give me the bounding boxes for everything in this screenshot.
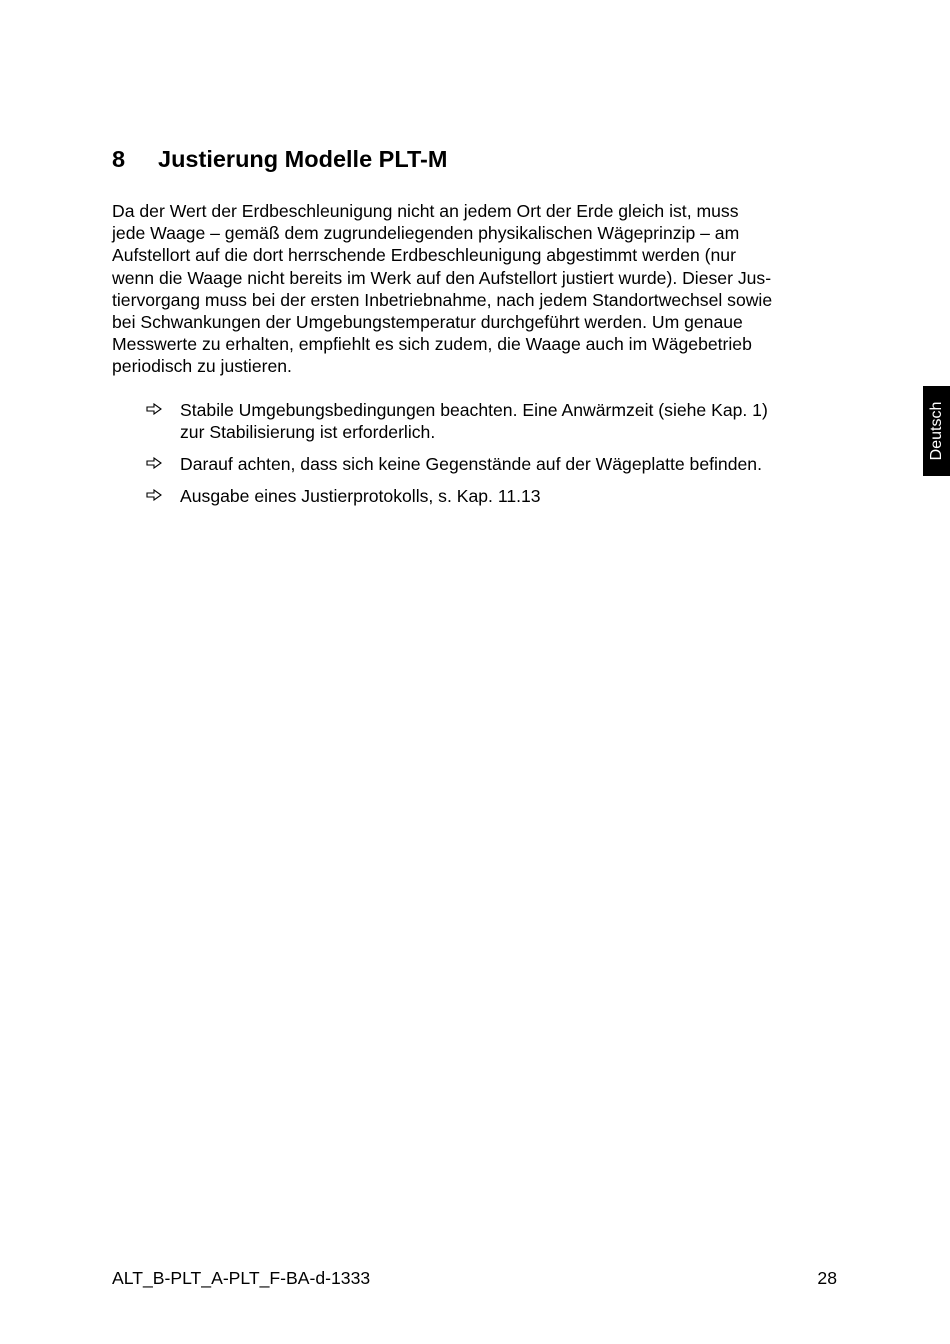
- outline-arrow-right-icon: [146, 403, 162, 415]
- paragraph-line: tiervorgang muss bei der ersten Inbetriebnahme, nach jedem Standortwechsel sowie: [112, 289, 773, 310]
- outline-arrow-right-icon: [146, 457, 162, 469]
- paragraph-line: Messwerte zu erhalten, empfiehlt es sich zudem, die Waage auch im Wägebetrieb: [112, 334, 752, 355]
- paragraph-line: Da der Wert der Erdbeschleunigung nicht an jedem Ort der Erde gleich ist, muss: [112, 201, 739, 221]
- paragraph-line: periodisch zu justieren.: [112, 356, 292, 377]
- paragraph-line: wenn die Waage nicht bereits im Werk auf den Aufstellort justiert wurde). Dieser Jus-: [112, 267, 772, 288]
- language-tab-label: Deutsch: [927, 401, 945, 461]
- footer-page-number: 28: [817, 1268, 837, 1288]
- list-item-text: zur Stabilisierung ist erforderlich.: [180, 422, 436, 443]
- outline-arrow-right-icon: [146, 489, 162, 501]
- paragraph-line: Aufstellort auf die dort herrschende Erdbeschleunigung abgestimmt werden (nur: [112, 245, 736, 266]
- intro-paragraph: [112, 200, 842, 378]
- footer-doc-id: ALT_B-PLT_A-PLT_F-BA-d-1333: [112, 1268, 371, 1288]
- instruction-list: [146, 399, 846, 516]
- paragraph-line: bei Schwankungen der Umgebungstemperatur durchgeführt werden. Um genaue: [112, 312, 743, 333]
- list-item: [146, 453, 846, 475]
- language-tab: [923, 386, 950, 476]
- chapter-number: 8: [112, 146, 126, 172]
- list-item-text: Ausgabe eines Justierprotokolls, s. Kap. 11.13: [180, 485, 541, 506]
- list-item-text: Darauf achten, dass sich keine Gegenstände auf der Wägeplatte befinden.: [180, 453, 762, 474]
- list-item: [146, 399, 846, 443]
- paragraph-line: jede Waage – gemäß dem zugrundeliegenden physikalischen Wägeprinzip – am: [112, 223, 740, 244]
- chapter-title: Justierung Modelle PLT-M: [158, 146, 448, 172]
- chapter-heading: [112, 144, 447, 174]
- list-item: [146, 485, 846, 507]
- list-item-text: Stabile Umgebungsbedingungen beachten. Eine Anwärmzeit (siehe Kap. 1): [180, 400, 768, 420]
